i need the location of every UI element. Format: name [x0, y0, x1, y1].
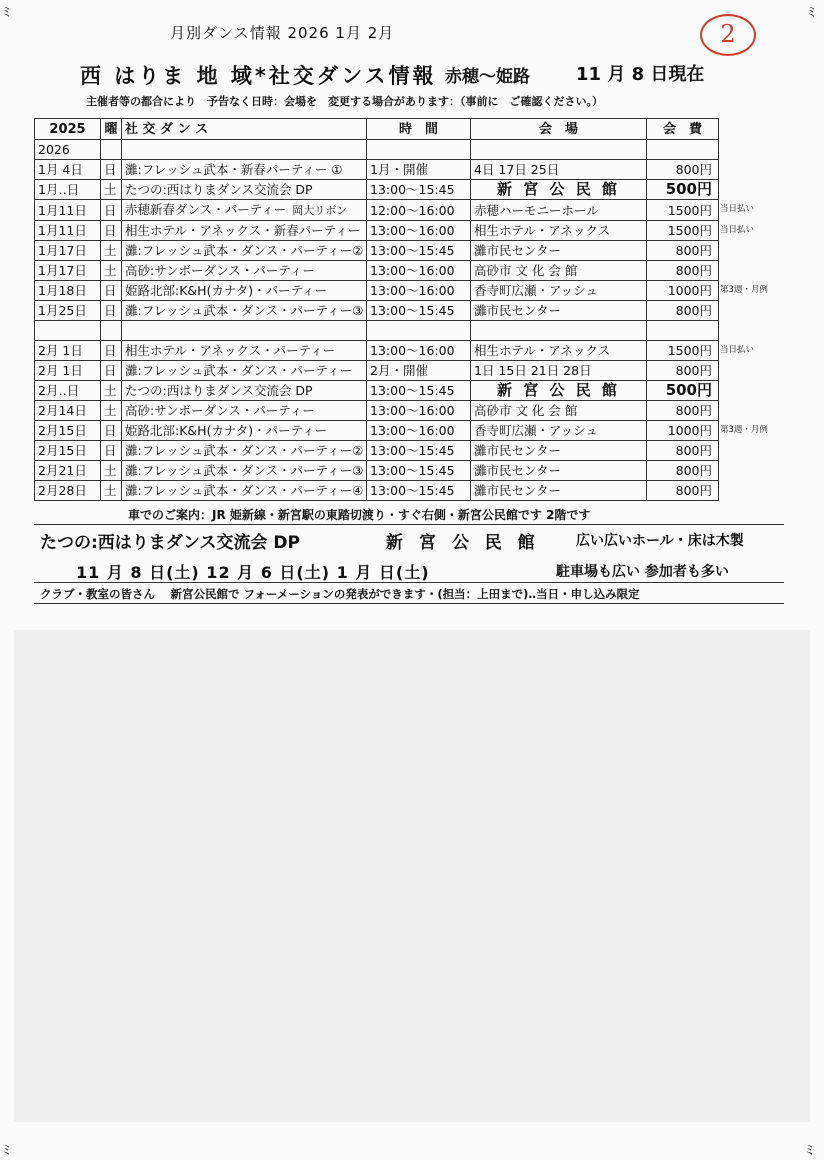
row-time: 12:00〜16:00	[367, 200, 471, 221]
dp-parking: 駐車場も広い 参加者も多い	[556, 564, 729, 580]
row-fee	[647, 401, 719, 421]
divider	[34, 524, 784, 525]
row-time: 13:00〜15:45	[367, 481, 471, 501]
row-fee-amount: 800円	[675, 443, 712, 458]
row-time: 13:00〜16:00	[367, 281, 471, 301]
table-row	[35, 200, 719, 221]
row-time: 13:00〜16:00	[367, 221, 471, 241]
row-weekday: 土	[101, 241, 122, 261]
row-fee-note: 当日払い	[720, 204, 755, 214]
row-venue: 灘市民センター	[471, 481, 647, 501]
row-weekday: 土	[101, 461, 122, 481]
row-fee	[647, 421, 768, 441]
row-event	[122, 421, 367, 441]
row-date: 1月17日	[35, 261, 101, 281]
row-time: 13:00〜15:45	[367, 301, 471, 321]
row-event-name: たつの:西はりまダンス交流会 DP	[125, 383, 313, 398]
row-venue: 新 宮 公 民 館	[471, 180, 647, 200]
column-header-weekday: 曜	[101, 119, 122, 140]
row-event	[122, 281, 367, 301]
row-venue: 高砂市 文 化 会 館	[471, 261, 647, 281]
row-venue: 新 宮 公 民 館	[471, 381, 647, 401]
column-header-fee: 会 費	[647, 119, 719, 140]
row-event	[122, 381, 367, 401]
row-event-name: 灘:フレッシュ武本・新春パーティー ①	[125, 162, 343, 177]
row-date: 2月 1日	[35, 341, 101, 361]
row-fee-amount: 1000円	[667, 423, 712, 438]
blank-lower-area	[14, 630, 810, 1122]
row-weekday: 日	[101, 441, 122, 461]
row-date: 2月 1日	[35, 361, 101, 381]
table-header-row	[35, 119, 719, 140]
row-event	[122, 341, 367, 361]
row-date: 1月‥日	[35, 180, 101, 200]
divider	[34, 582, 784, 583]
column-header-year: 2025	[35, 119, 101, 140]
row-venue: 香寺町広瀬・アッシュ	[471, 281, 647, 301]
column-header-event: 社 交 ダ ン ス	[122, 119, 367, 140]
main-title: 西 はりま 地 域*社交ダンス情報	[80, 64, 437, 88]
row-event	[122, 401, 367, 421]
row-fee-amount: 500円	[665, 180, 712, 198]
schedule-table	[34, 118, 768, 501]
table-row	[35, 441, 719, 461]
row-fee-note: 当日払い	[720, 345, 755, 355]
row-date: 2月15日	[35, 441, 101, 461]
row-event	[122, 461, 367, 481]
row-venue: 灘市民センター	[471, 301, 647, 321]
row-venue: 1日 15日 21日 28日	[471, 361, 647, 381]
row-time: 13:00〜15:45	[367, 381, 471, 401]
row-fee-amount: 1500円	[667, 202, 712, 218]
row-time: 1月・開催	[367, 160, 471, 180]
row-fee	[647, 221, 755, 241]
table-row	[35, 160, 719, 180]
row-event	[122, 200, 367, 221]
row-time: 13:00〜16:00	[367, 421, 471, 441]
row-fee-amount: 800円	[675, 463, 712, 478]
row-venue: 赤穂ハーモニーホール	[471, 200, 647, 221]
row-date: 1月11日	[35, 200, 101, 221]
year-row	[35, 140, 719, 160]
row-event	[122, 361, 367, 381]
row-weekday: 土	[101, 481, 122, 501]
row-fee	[647, 261, 719, 281]
row-fee-amount: 1000円	[667, 283, 712, 298]
column-header-time: 時 間	[367, 119, 471, 140]
row-event	[122, 481, 367, 501]
row-fee	[647, 200, 755, 221]
row-fee-note: 第3週・月例	[720, 285, 768, 295]
as-of-date: 11 月 8 日現在	[576, 64, 705, 85]
row-weekday: 日	[101, 221, 122, 241]
row-time: 13:00〜16:00	[367, 261, 471, 281]
row-event-note: 岡大リボン	[292, 204, 348, 217]
row-date: 1月 4日	[35, 160, 101, 180]
dp-event-title: たつの:西はりまダンス交流会 DP	[40, 533, 300, 553]
row-venue: 相生ホテル・アネックス	[471, 221, 647, 241]
row-fee-amount: 1500円	[667, 223, 712, 238]
row-weekday: 日	[101, 421, 122, 441]
row-weekday: 日	[101, 281, 122, 301]
row-fee-amount: 800円	[675, 263, 712, 278]
row-event-name: 灘:フレッシュ武本・ダンス・パーティー③	[125, 303, 364, 318]
row-fee-note: 当日払い	[720, 225, 755, 235]
column-header-venue: 会 場	[471, 119, 647, 140]
row-date: 1月25日	[35, 301, 101, 321]
row-event-name: 灘:フレッシュ武本・ダンス・パーティー②	[125, 243, 364, 258]
table-row	[35, 361, 719, 381]
table-row	[35, 221, 719, 241]
row-time: 13:00〜16:00	[367, 401, 471, 421]
row-fee	[647, 241, 719, 261]
row-weekday: 土	[101, 261, 122, 281]
row-event	[122, 261, 367, 281]
row-event	[122, 301, 367, 321]
row-fee-amount: 800円	[675, 363, 712, 378]
row-fee-amount: 800円	[675, 483, 712, 498]
divider	[34, 603, 784, 604]
row-venue: 4日 17日 25日	[471, 160, 647, 180]
row-date: 2月15日	[35, 421, 101, 441]
row-time: 13:00〜16:00	[367, 341, 471, 361]
row-fee	[647, 341, 755, 361]
row-event-name: 灘:フレッシュ武本・ダンス・パーティー②	[125, 443, 364, 458]
row-fee-amount: 500円	[665, 381, 712, 399]
row-weekday: 日	[101, 361, 122, 381]
row-event	[122, 221, 367, 241]
row-event	[122, 241, 367, 261]
table-row	[35, 461, 719, 481]
table-row	[35, 241, 719, 261]
dp-feature: 広い広いホール・床は木製	[576, 533, 744, 549]
row-event-name: 相生ホテル・アネックス・新春パーティー	[125, 223, 361, 238]
row-event-name: 相生ホテル・アネックス・パーティー	[125, 343, 336, 358]
row-fee	[647, 180, 719, 200]
row-weekday: 土	[101, 381, 122, 401]
row-event	[122, 180, 367, 200]
row-fee-amount: 1500円	[667, 343, 712, 358]
row-event-name: 灘:フレッシュ武本・ダンス・パーティー	[125, 363, 353, 378]
row-venue: 灘市民センター	[471, 241, 647, 261]
row-event-name: 灘:フレッシュ武本・ダンス・パーティー③	[125, 463, 364, 478]
row-date: 1月18日	[35, 281, 101, 301]
row-event-name: 姫路北部:K&H(カナタ)・パーティー	[125, 423, 328, 438]
table-row	[35, 180, 719, 200]
circled-page-number: 2	[700, 14, 756, 56]
table-row	[35, 341, 719, 361]
row-fee-amount: 800円	[675, 403, 712, 418]
corner-mark-bottom-right: ﾐ	[806, 1143, 813, 1159]
table-row	[35, 281, 719, 301]
row-fee-amount: 800円	[675, 162, 712, 177]
row-weekday: 日	[101, 200, 122, 221]
row-time: 13:00〜15:45	[367, 441, 471, 461]
dp-dates: 11 月 8 日(土) 12 月 6 日(土) 1 月 日(土)	[76, 563, 430, 582]
row-fee	[647, 461, 719, 481]
row-event-name: 高砂:サンボーダンス・パーティー	[125, 403, 315, 418]
dp-venue: 新 宮 公 民 館	[386, 533, 540, 553]
row-event-name: 灘:フレッシュ武本・ダンス・パーティー④	[125, 483, 364, 498]
row-fee-amount: 800円	[675, 303, 712, 318]
row-time: 2月・開催	[367, 361, 471, 381]
row-event-name: たつの:西はりまダンス交流会 DP	[125, 182, 313, 197]
table-row	[35, 381, 719, 401]
row-event-name: 姫路北部:K&H(カナタ)・パーティー	[125, 283, 328, 298]
corner-mark-top-left: ﾐ	[3, 5, 10, 21]
row-date: 1月17日	[35, 241, 101, 261]
row-time: 13:00〜15:45	[367, 180, 471, 200]
row-fee	[647, 160, 719, 180]
row-date: 2月28日	[35, 481, 101, 501]
row-fee	[647, 301, 719, 321]
row-venue: 高砂市 文 化 会 館	[471, 401, 647, 421]
row-fee-amount: 800円	[675, 243, 712, 258]
region-label: 赤穂〜姫路	[445, 67, 530, 87]
table-row	[35, 301, 719, 321]
row-fee	[647, 361, 719, 381]
row-fee	[647, 381, 719, 401]
table-row	[35, 421, 719, 441]
row-event	[122, 160, 367, 180]
row-weekday: 日	[101, 160, 122, 180]
row-date: 2月14日	[35, 401, 101, 421]
row-date: 1月11日	[35, 221, 101, 241]
row-weekday: 土	[101, 401, 122, 421]
row-fee	[647, 481, 719, 501]
spacer-row	[35, 321, 719, 341]
row-venue: 香寺町広瀬・アッシュ	[471, 421, 647, 441]
row-event	[122, 441, 367, 461]
directions-text: 車でのご案内：JR 姫新線・新宮駅の東踏切渡り・すぐ右側・新宮公民館です 2階です	[128, 508, 591, 522]
row-venue: 相生ホテル・アネックス	[471, 341, 647, 361]
row-event-name: 赤穂新春ダンス・パーティー	[125, 202, 287, 217]
table-row	[35, 401, 719, 421]
club-formation-note: クラブ・教室の皆さん 新宮公民館で フォーメーションの発表ができます・(担当：上田まで)‥当日・申し込み限定	[40, 587, 640, 601]
schedule-change-notice: 主催者等の都合により 予告なく日時：会場を 変更する場合があります：（事前に ご確認ください。）	[86, 95, 603, 108]
row-venue: 灘市民センター	[471, 441, 647, 461]
row-weekday: 日	[101, 301, 122, 321]
row-fee	[647, 441, 719, 461]
row-fee	[647, 281, 768, 301]
row-time: 13:00〜15:45	[367, 461, 471, 481]
table-row	[35, 481, 719, 501]
row-weekday: 日	[101, 341, 122, 361]
row-fee-note: 第3週・月例	[720, 425, 768, 435]
monthly-title: 月別ダンス情報 2026 1月 2月	[170, 24, 395, 42]
corner-mark-bottom-left: ﾐ	[3, 1143, 10, 1159]
corner-mark-top-right: ﾐ	[808, 5, 815, 21]
row-date: 2月21日	[35, 461, 101, 481]
row-venue: 灘市民センター	[471, 461, 647, 481]
row-weekday: 土	[101, 180, 122, 200]
row-date: 2月‥日	[35, 381, 101, 401]
table-row	[35, 261, 719, 281]
year-label: 2026	[35, 140, 101, 160]
row-time: 13:00〜15:45	[367, 241, 471, 261]
row-event-name: 高砂:サンボーダンス・パーティー	[125, 263, 315, 278]
